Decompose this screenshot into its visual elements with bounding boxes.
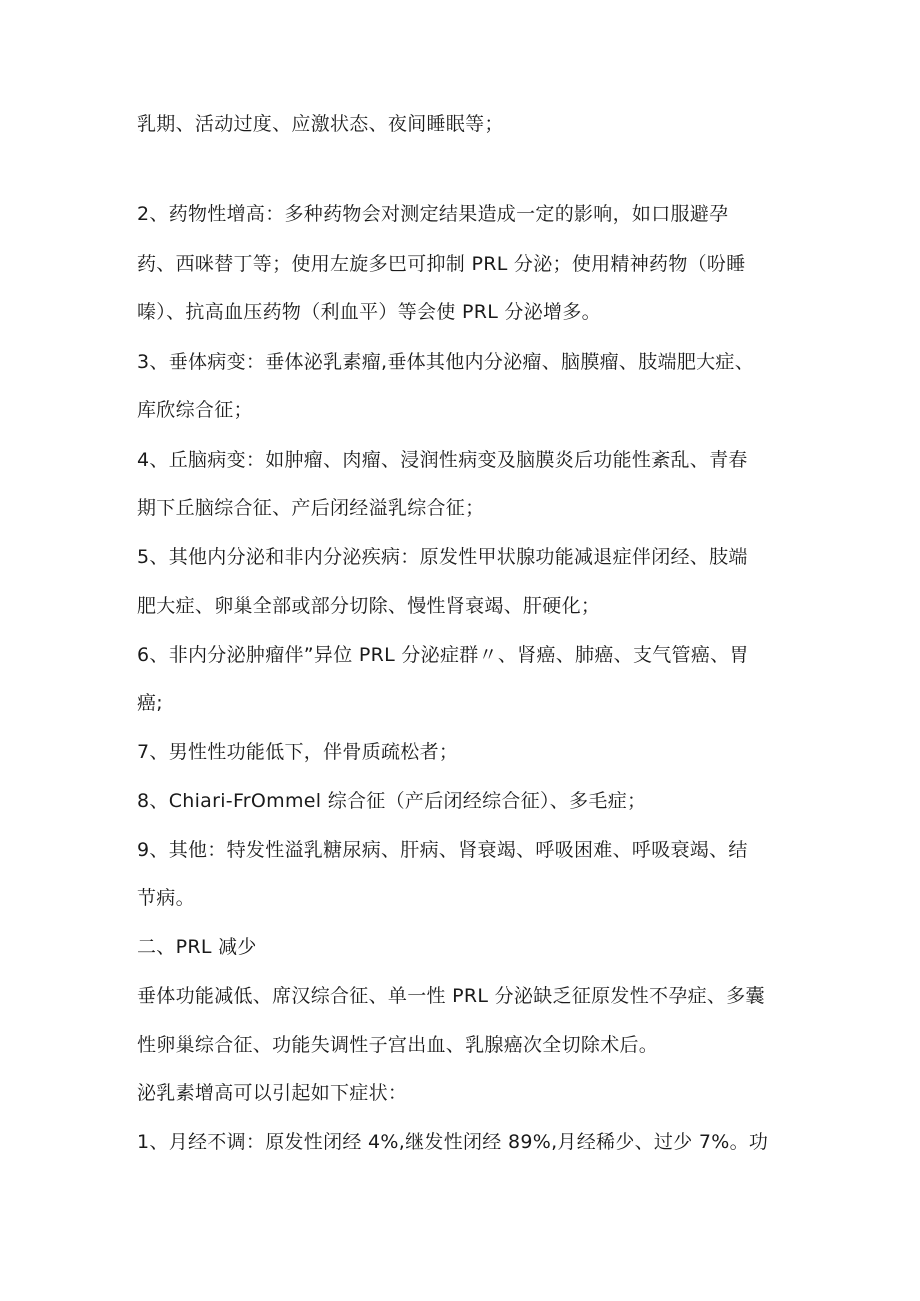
text-line-15: 9、其他：特发性溢乳糖尿病、肝病、肾衰竭、呼吸困难、呼吸衰竭、结 (137, 839, 748, 861)
text-line-20: 泌乳素增高可以引起如下症状： (137, 1082, 408, 1104)
text-line-10: 肥大症、卵巢全部或部分切除、慢性肾衰竭、肝硬化； (137, 595, 601, 617)
text-line-21: 1、月经不调：原发性闭经 4%,继发性闭经 89%,月经稀少、过少 7%。功 (137, 1131, 769, 1153)
text-line-6: 库欣综合征； (137, 399, 253, 421)
text-line-7: 4、丘脑病变：如肿瘤、肉瘤、浸润性病变及脑膜炎后功能性紊乱、青春 (137, 449, 748, 471)
text-line-18: 垂体功能减低、席汉综合征、单一性 PRL 分泌缺乏征原发性不孕症、多囊 (137, 985, 765, 1007)
text-line-5: 3、垂体病变：垂体泌乳素瘤,垂体其他内分泌瘤、脑膜瘤、肢端肥大症、 (137, 351, 755, 373)
text-line-13: 7、男性性功能低下，伴骨质疏松者； (137, 741, 459, 763)
text-line-12: 癌; (137, 692, 164, 714)
text-line-19: 性卵巢综合征、功能失调性子宫出血、乳腺癌次全切除术后。 (137, 1034, 659, 1056)
text-line-16: 节病。 (137, 887, 195, 909)
text-line-1: 乳期、活动过度、应激状态、夜间睡眠等； (137, 113, 504, 135)
text-line-2: 2、药物性增高：多种药物会对测定结果造成一定的影响，如口服避孕 (137, 203, 729, 225)
section-heading: 二、PRL 减少 (137, 936, 257, 958)
text-line-11: 6、非内分泌肿瘤伴”异位 PRL 分泌症群〃、肾癌、肺癌、支气管癌、胃 (137, 644, 749, 666)
text-line-8: 期下丘脑综合征、产后闭经溢乳综合征； (137, 497, 485, 519)
text-line-4: 嗪）、抗高血压药物（利血平）等会使 PRL 分泌增多。 (137, 301, 601, 323)
text-line-3: 药、西咪替丁等；使用左旋多巴可抑制 PRL 分泌；使用精神药物（吩睡 (137, 253, 746, 275)
text-line-14: 8、Chiari-FrOmmel 综合征（产后闭经综合征）、多毛症； (137, 790, 647, 812)
text-line-9: 5、其他内分泌和非内分泌疾病：原发性甲状腺功能减退症伴闭经、肢端 (137, 546, 748, 568)
